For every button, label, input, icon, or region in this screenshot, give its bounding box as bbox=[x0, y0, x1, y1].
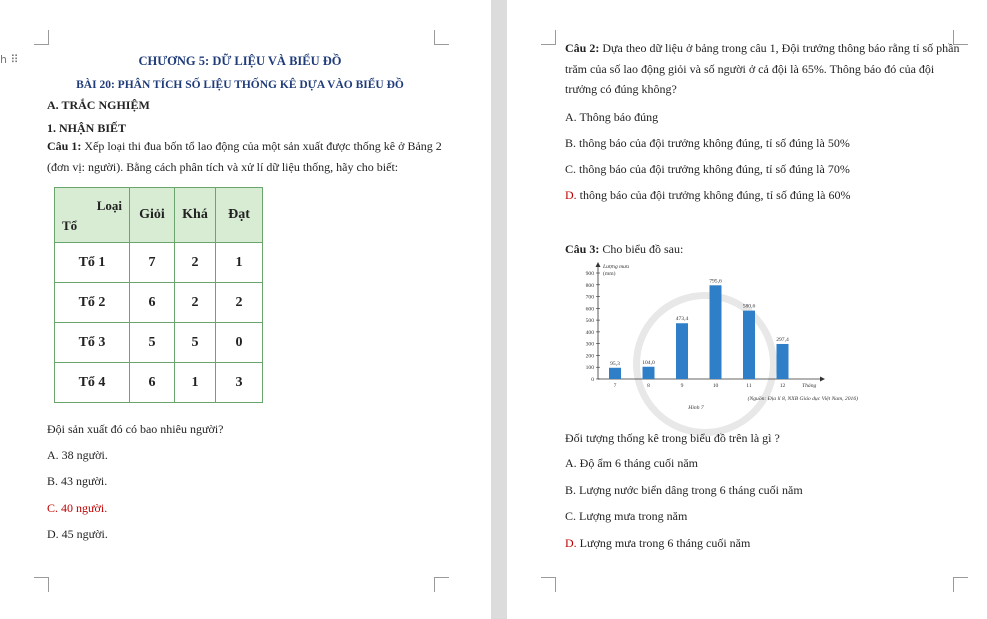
q3-option-b: B. Lượng nước biển dâng trong 6 tháng cuối năm bbox=[565, 483, 803, 497]
bar bbox=[743, 311, 755, 379]
y-tick-label: 0 bbox=[591, 377, 594, 383]
table-cell: 5 bbox=[175, 323, 216, 363]
question-2-line-1: Dựa theo dữ liệu ở bảng trong câu 1, Đội trưởng thông báo rằng tỉ số phần bbox=[599, 41, 960, 55]
table-header-row bbox=[55, 188, 263, 243]
x-tick-label: 10 bbox=[712, 383, 719, 389]
table-cell: 2 bbox=[175, 243, 216, 283]
crop-mark bbox=[34, 577, 49, 592]
y-tick-label: 900 bbox=[585, 271, 594, 277]
document-page-left bbox=[0, 0, 491, 619]
table-cell: 6 bbox=[130, 363, 175, 403]
bar-value-label: 297,4 bbox=[776, 336, 789, 343]
table-row bbox=[55, 323, 263, 363]
question-1-line-2: (đơn vị: người). Bằng cách phân tích và xử lí dữ liệu thống, hãy cho biết: bbox=[47, 160, 399, 174]
x-tick-label: 11 bbox=[746, 383, 752, 389]
crop-mark bbox=[953, 577, 968, 592]
crop-mark bbox=[541, 30, 556, 45]
table-cell: 1 bbox=[175, 363, 216, 403]
q1-option-c-answer: C. 40 người. bbox=[47, 501, 108, 515]
bar bbox=[676, 323, 688, 379]
section-heading-a: A. TRẮC NGHIỆM bbox=[47, 98, 150, 112]
q2-option-c: C. thông báo của đội trưởng không đúng, tỉ số đúng là 70% bbox=[565, 162, 850, 176]
q2-option-a: A. Thông báo đúng bbox=[565, 110, 659, 124]
question-2-line-3: trưởng có đúng không? bbox=[565, 82, 677, 96]
section-heading-1: 1. NHẬN BIẾT bbox=[47, 121, 127, 135]
question-3-label: Câu 3: bbox=[565, 242, 600, 256]
x-tick-label: 9 bbox=[680, 383, 684, 389]
table-cell: 2 bbox=[216, 283, 263, 323]
question-3-line: Cho biểu đồ sau: bbox=[599, 242, 684, 256]
table-cell: 3 bbox=[216, 363, 263, 403]
x-tick-label: 8 bbox=[647, 383, 650, 389]
row-header: Tổ 1 bbox=[55, 243, 130, 283]
q1-option-d: D. 45 người. bbox=[47, 527, 108, 541]
question-1-text bbox=[47, 138, 442, 154]
chart-source: (Nguồn: Địa lí 8, NXB Giáo dục Việt Nam, 2016) bbox=[747, 396, 858, 402]
row-header: Tổ 3 bbox=[55, 323, 130, 363]
y-axis-unit: (mm) bbox=[603, 271, 616, 277]
classification-table bbox=[54, 187, 263, 403]
row-header: Tổ 2 bbox=[55, 283, 130, 323]
row-header: Tổ 4 bbox=[55, 363, 130, 403]
y-tick-label: 400 bbox=[585, 329, 594, 336]
bar-value-label: 104,0 bbox=[642, 359, 655, 366]
q3-option-d bbox=[565, 535, 750, 551]
page-gap bbox=[491, 0, 507, 619]
y-tick-label: 200 bbox=[585, 353, 594, 360]
crop-mark bbox=[434, 30, 449, 45]
bar-value-label: 580,6 bbox=[742, 303, 756, 310]
table-corner-cell bbox=[55, 188, 130, 243]
column-header: Khá bbox=[175, 188, 216, 243]
q2-option-d-text: thông báo của đội trưởng không đúng, tỉ số đúng là 60% bbox=[576, 188, 851, 202]
table-cell: 6 bbox=[130, 283, 175, 323]
bar bbox=[777, 344, 789, 379]
q2-option-d bbox=[565, 187, 851, 203]
y-tick-label: 300 bbox=[585, 341, 594, 348]
question-1-line-1: Xếp loại thi đua bốn tổ lao động của một sản xuất được thống kê ở Bảng 2 bbox=[81, 139, 442, 153]
y-tick-label: 800 bbox=[585, 282, 594, 289]
q3-option-c: C. Lượng mưa trong năm bbox=[565, 509, 688, 523]
q1-option-b: B. 43 người. bbox=[47, 474, 108, 488]
question-2-text bbox=[565, 40, 959, 56]
bar-value-label: 795,6 bbox=[709, 278, 722, 285]
crop-mark bbox=[34, 30, 49, 45]
y-axis-label: Lượng mưa bbox=[603, 264, 630, 270]
bar bbox=[609, 368, 621, 379]
question-2-label: Câu 2: bbox=[565, 41, 600, 55]
question-3-text bbox=[565, 241, 683, 257]
q3-option-d-letter: D. bbox=[565, 536, 577, 550]
q2-option-d-letter: D. bbox=[565, 188, 577, 202]
column-header: Đạt bbox=[216, 188, 263, 243]
q3-option-a: A. Độ ẩm 6 tháng cuối năm bbox=[565, 456, 698, 470]
x-axis-label: Tháng bbox=[802, 383, 817, 389]
table-cell: 5 bbox=[130, 323, 175, 363]
q3-option-d-text: Lượng mưa trong 6 tháng cuối năm bbox=[576, 536, 751, 550]
corner-label-type: Loại bbox=[96, 198, 122, 213]
question-3-prompt: Đối tượng thống kê trong biểu đồ trên là gì ? bbox=[565, 431, 780, 445]
corner-label-group: Tổ bbox=[62, 218, 78, 233]
column-header: Giỏi bbox=[130, 188, 175, 243]
q2-option-b: B. thông báo của đội trưởng không đúng, tỉ số đúng là 50% bbox=[565, 136, 850, 150]
crop-mark bbox=[434, 577, 449, 592]
x-tick-label: 12 bbox=[779, 383, 786, 389]
x-axis-arrow-icon bbox=[820, 377, 825, 382]
drag-handle-icon[interactable]: h ⠿ bbox=[0, 53, 19, 66]
table-cell: 1 bbox=[216, 243, 263, 283]
table-cell: 0 bbox=[216, 323, 263, 363]
chapter-title: CHƯƠNG 5: DỮ LIỆU VÀ BIỂU ĐỒ bbox=[138, 54, 342, 68]
y-tick-label: 700 bbox=[585, 294, 594, 301]
x-tick-label: 7 bbox=[613, 383, 617, 389]
question-2-line-2: trăm của số lao động giỏi và số người ở cả đội là 65%. Thông báo đó của đội bbox=[565, 62, 935, 76]
question-1-prompt: Đội sản xuất đó có bao nhiêu người? bbox=[47, 422, 224, 436]
y-tick-label: 500 bbox=[585, 318, 594, 325]
question-1-label: Câu 1: bbox=[47, 139, 82, 153]
table-row bbox=[55, 243, 263, 283]
bar bbox=[643, 367, 655, 379]
lesson-title: BÀI 20: PHÂN TÍCH SỐ LIỆU THỐNG KÊ DỰA VÀO BIỂU ĐỒ bbox=[76, 79, 404, 91]
bar bbox=[710, 285, 722, 379]
rainfall-bar-chart bbox=[562, 257, 872, 417]
bar-value-label: 473,4 bbox=[675, 316, 689, 323]
q1-option-a: A. 38 người. bbox=[47, 448, 108, 462]
y-axis-arrow-icon bbox=[596, 262, 601, 267]
y-tick-label: 100 bbox=[585, 365, 594, 372]
bar-value-label: 95,3 bbox=[610, 360, 620, 367]
table-row bbox=[55, 363, 263, 403]
y-tick-label: 600 bbox=[585, 306, 594, 313]
chart-caption: Hình 7 bbox=[688, 405, 704, 411]
table-row bbox=[55, 283, 263, 323]
table-cell: 7 bbox=[130, 243, 175, 283]
crop-mark bbox=[541, 577, 556, 592]
table-cell: 2 bbox=[175, 283, 216, 323]
